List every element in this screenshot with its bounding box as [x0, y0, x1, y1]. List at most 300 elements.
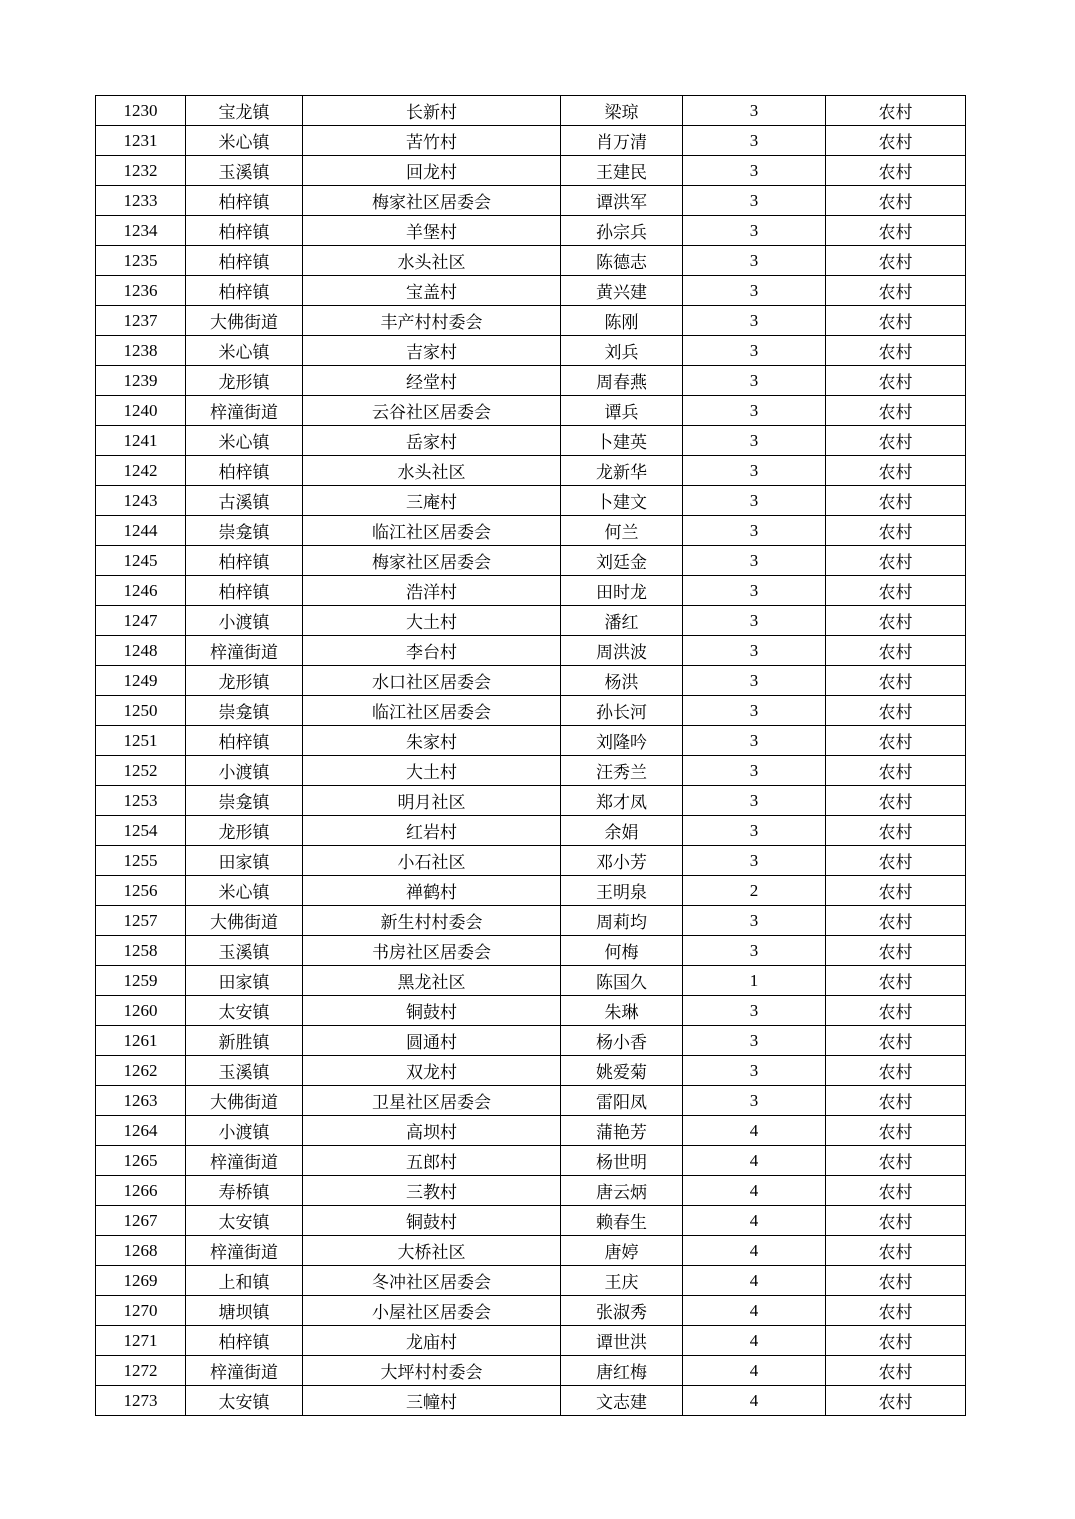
table-row [96, 546, 966, 576]
cell-village: 李台村 [303, 636, 561, 666]
cell-type: 农村 [826, 336, 966, 366]
cell-name: 周春燕 [561, 366, 683, 396]
cell-type: 农村 [826, 576, 966, 606]
cell-type: 农村 [826, 636, 966, 666]
cell-name: 唐云炳 [561, 1176, 683, 1206]
cell-id: 1269 [96, 1266, 186, 1296]
cell-town: 柏梓镇 [186, 546, 303, 576]
table-row [96, 456, 966, 486]
cell-type: 农村 [826, 456, 966, 486]
cell-id: 1243 [96, 486, 186, 516]
cell-type: 农村 [826, 696, 966, 726]
cell-id: 1252 [96, 756, 186, 786]
table-row [96, 726, 966, 756]
cell-type: 农村 [826, 216, 966, 246]
cell-town: 崇龛镇 [186, 696, 303, 726]
cell-type: 农村 [826, 246, 966, 276]
cell-town: 米心镇 [186, 426, 303, 456]
cell-village: 大桥社区 [303, 1236, 561, 1266]
cell-name: 梁琼 [561, 96, 683, 126]
table-row [96, 1086, 966, 1116]
cell-town: 柏梓镇 [186, 216, 303, 246]
cell-id: 1245 [96, 546, 186, 576]
cell-village: 长新村 [303, 96, 561, 126]
cell-id: 1232 [96, 156, 186, 186]
cell-town: 柏梓镇 [186, 726, 303, 756]
cell-count: 3 [683, 636, 826, 666]
cell-town: 太安镇 [186, 996, 303, 1026]
cell-town: 柏梓镇 [186, 186, 303, 216]
cell-name: 邓小芳 [561, 846, 683, 876]
cell-type: 农村 [826, 306, 966, 336]
cell-village: 双龙村 [303, 1056, 561, 1086]
cell-count: 3 [683, 816, 826, 846]
cell-name: 杨小香 [561, 1026, 683, 1056]
cell-town: 大佛街道 [186, 906, 303, 936]
cell-type: 农村 [826, 156, 966, 186]
records-table [95, 95, 966, 1416]
cell-count: 3 [683, 906, 826, 936]
cell-count: 3 [683, 1026, 826, 1056]
cell-name: 唐红梅 [561, 1356, 683, 1386]
cell-id: 1259 [96, 966, 186, 996]
cell-village: 浩洋村 [303, 576, 561, 606]
cell-count: 4 [683, 1176, 826, 1206]
cell-type: 农村 [826, 786, 966, 816]
cell-count: 4 [683, 1386, 826, 1416]
cell-count: 3 [683, 1086, 826, 1116]
cell-count: 4 [683, 1356, 826, 1386]
cell-count: 3 [683, 456, 826, 486]
cell-village: 五郎村 [303, 1146, 561, 1176]
cell-type: 农村 [826, 516, 966, 546]
cell-village: 禅鹤村 [303, 876, 561, 906]
cell-name: 王建民 [561, 156, 683, 186]
cell-name: 潘红 [561, 606, 683, 636]
cell-village: 小石社区 [303, 846, 561, 876]
cell-village: 红岩村 [303, 816, 561, 846]
cell-name: 周洪波 [561, 636, 683, 666]
cell-type: 农村 [826, 1026, 966, 1056]
cell-id: 1230 [96, 96, 186, 126]
cell-type: 农村 [826, 1356, 966, 1386]
table-row [96, 366, 966, 396]
cell-town: 柏梓镇 [186, 1326, 303, 1356]
cell-id: 1272 [96, 1356, 186, 1386]
cell-name: 刘廷金 [561, 546, 683, 576]
cell-type: 农村 [826, 1326, 966, 1356]
cell-count: 3 [683, 156, 826, 186]
cell-type: 农村 [826, 606, 966, 636]
cell-name: 郑才凤 [561, 786, 683, 816]
table-row [96, 216, 966, 246]
cell-town: 新胜镇 [186, 1026, 303, 1056]
cell-type: 农村 [826, 1146, 966, 1176]
cell-name: 蒲艳芳 [561, 1116, 683, 1146]
cell-village: 三教村 [303, 1176, 561, 1206]
cell-town: 柏梓镇 [186, 576, 303, 606]
cell-town: 田家镇 [186, 966, 303, 996]
table-row [96, 846, 966, 876]
cell-id: 1260 [96, 996, 186, 1026]
cell-village: 大土村 [303, 756, 561, 786]
cell-count: 3 [683, 246, 826, 276]
cell-town: 柏梓镇 [186, 456, 303, 486]
cell-type: 农村 [826, 1086, 966, 1116]
cell-id: 1239 [96, 366, 186, 396]
cell-name: 黄兴建 [561, 276, 683, 306]
cell-town: 米心镇 [186, 126, 303, 156]
table-row [96, 1056, 966, 1086]
cell-village: 圆通村 [303, 1026, 561, 1056]
cell-type: 农村 [826, 486, 966, 516]
cell-town: 梓潼街道 [186, 636, 303, 666]
cell-village: 羊堡村 [303, 216, 561, 246]
cell-type: 农村 [826, 1206, 966, 1236]
cell-village: 铜鼓村 [303, 1206, 561, 1236]
table-row [96, 876, 966, 906]
cell-count: 3 [683, 1056, 826, 1086]
cell-name: 谭洪军 [561, 186, 683, 216]
table-row [96, 126, 966, 156]
cell-id: 1240 [96, 396, 186, 426]
table-row [96, 396, 966, 426]
cell-type: 农村 [826, 846, 966, 876]
cell-name: 孙宗兵 [561, 216, 683, 246]
cell-village: 丰产村村委会 [303, 306, 561, 336]
cell-id: 1238 [96, 336, 186, 366]
cell-village: 宝盖村 [303, 276, 561, 306]
cell-count: 3 [683, 696, 826, 726]
cell-village: 朱家村 [303, 726, 561, 756]
cell-village: 回龙村 [303, 156, 561, 186]
cell-town: 玉溪镇 [186, 936, 303, 966]
cell-id: 1273 [96, 1386, 186, 1416]
cell-count: 4 [683, 1206, 826, 1236]
cell-id: 1244 [96, 516, 186, 546]
cell-name: 孙长河 [561, 696, 683, 726]
cell-village: 岳家村 [303, 426, 561, 456]
cell-name: 周莉均 [561, 906, 683, 936]
table-row [96, 786, 966, 816]
cell-id: 1254 [96, 816, 186, 846]
cell-village: 大土村 [303, 606, 561, 636]
cell-town: 崇龛镇 [186, 786, 303, 816]
table-row [96, 1206, 966, 1236]
cell-town: 龙形镇 [186, 366, 303, 396]
cell-village: 三幢村 [303, 1386, 561, 1416]
table-body [96, 96, 966, 1416]
table-row [96, 1326, 966, 1356]
cell-village: 水口社区居委会 [303, 666, 561, 696]
cell-id: 1264 [96, 1116, 186, 1146]
cell-type: 农村 [826, 816, 966, 846]
table-row [96, 606, 966, 636]
cell-name: 田时龙 [561, 576, 683, 606]
cell-type: 农村 [826, 726, 966, 756]
cell-id: 1266 [96, 1176, 186, 1206]
cell-name: 汪秀兰 [561, 756, 683, 786]
cell-town: 梓潼街道 [186, 1146, 303, 1176]
cell-id: 1249 [96, 666, 186, 696]
cell-town: 梓潼街道 [186, 396, 303, 426]
cell-type: 农村 [826, 666, 966, 696]
cell-name: 陈德志 [561, 246, 683, 276]
cell-name: 陈国久 [561, 966, 683, 996]
cell-name: 姚爱菊 [561, 1056, 683, 1086]
cell-name: 杨洪 [561, 666, 683, 696]
cell-id: 1231 [96, 126, 186, 156]
cell-village: 冬冲社区居委会 [303, 1266, 561, 1296]
cell-id: 1268 [96, 1236, 186, 1266]
cell-count: 4 [683, 1326, 826, 1356]
cell-count: 3 [683, 996, 826, 1026]
cell-count: 3 [683, 426, 826, 456]
cell-village: 大坪村村委会 [303, 1356, 561, 1386]
cell-count: 3 [683, 216, 826, 246]
cell-town: 上和镇 [186, 1266, 303, 1296]
cell-village: 水头社区 [303, 246, 561, 276]
cell-count: 1 [683, 966, 826, 996]
table-row [96, 1116, 966, 1146]
cell-town: 玉溪镇 [186, 1056, 303, 1086]
cell-count: 3 [683, 96, 826, 126]
cell-name: 肖万清 [561, 126, 683, 156]
table-row [96, 906, 966, 936]
cell-town: 古溪镇 [186, 486, 303, 516]
cell-id: 1235 [96, 246, 186, 276]
cell-type: 农村 [826, 276, 966, 306]
cell-town: 小渡镇 [186, 1116, 303, 1146]
cell-count: 3 [683, 846, 826, 876]
cell-id: 1253 [96, 786, 186, 816]
cell-village: 龙庙村 [303, 1326, 561, 1356]
cell-id: 1257 [96, 906, 186, 936]
cell-type: 农村 [826, 996, 966, 1026]
cell-type: 农村 [826, 1176, 966, 1206]
cell-count: 3 [683, 606, 826, 636]
cell-count: 3 [683, 786, 826, 816]
cell-town: 寿桥镇 [186, 1176, 303, 1206]
cell-count: 4 [683, 1146, 826, 1176]
table-row [96, 156, 966, 186]
cell-id: 1246 [96, 576, 186, 606]
table-row [96, 936, 966, 966]
cell-town: 米心镇 [186, 876, 303, 906]
cell-village: 临江社区居委会 [303, 516, 561, 546]
cell-village: 明月社区 [303, 786, 561, 816]
cell-town: 太安镇 [186, 1206, 303, 1236]
cell-name: 刘兵 [561, 336, 683, 366]
cell-count: 3 [683, 516, 826, 546]
cell-village: 铜鼓村 [303, 996, 561, 1026]
cell-village: 云谷社区居委会 [303, 396, 561, 426]
table-row [96, 816, 966, 846]
cell-type: 农村 [826, 1296, 966, 1326]
cell-town: 崇龛镇 [186, 516, 303, 546]
table-row [96, 966, 966, 996]
table-row [96, 1026, 966, 1056]
cell-village: 三庵村 [303, 486, 561, 516]
cell-type: 农村 [826, 1386, 966, 1416]
cell-town: 玉溪镇 [186, 156, 303, 186]
cell-name: 何兰 [561, 516, 683, 546]
cell-id: 1247 [96, 606, 186, 636]
cell-count: 3 [683, 366, 826, 396]
cell-name: 何梅 [561, 936, 683, 966]
cell-id: 1233 [96, 186, 186, 216]
cell-town: 米心镇 [186, 336, 303, 366]
table-row [96, 666, 966, 696]
cell-id: 1255 [96, 846, 186, 876]
cell-count: 4 [683, 1116, 826, 1146]
cell-count: 3 [683, 666, 826, 696]
cell-type: 农村 [826, 96, 966, 126]
cell-count: 3 [683, 576, 826, 606]
cell-type: 农村 [826, 1236, 966, 1266]
cell-town: 宝龙镇 [186, 96, 303, 126]
table-row [96, 426, 966, 456]
table-row [96, 276, 966, 306]
table-row [96, 576, 966, 606]
cell-name: 唐婷 [561, 1236, 683, 1266]
cell-town: 小渡镇 [186, 756, 303, 786]
cell-name: 谭兵 [561, 396, 683, 426]
table-row [96, 1266, 966, 1296]
table-row [96, 306, 966, 336]
cell-count: 3 [683, 756, 826, 786]
table-row [96, 1176, 966, 1206]
cell-count: 2 [683, 876, 826, 906]
cell-village: 卫星社区居委会 [303, 1086, 561, 1116]
cell-name: 龙新华 [561, 456, 683, 486]
cell-name: 雷阳凤 [561, 1086, 683, 1116]
cell-type: 农村 [826, 936, 966, 966]
cell-type: 农村 [826, 126, 966, 156]
cell-name: 杨世明 [561, 1146, 683, 1176]
cell-town: 柏梓镇 [186, 246, 303, 276]
cell-name: 赖春生 [561, 1206, 683, 1236]
cell-name: 王庆 [561, 1266, 683, 1296]
cell-count: 4 [683, 1296, 826, 1326]
table-row [96, 246, 966, 276]
cell-type: 农村 [826, 906, 966, 936]
cell-town: 大佛街道 [186, 1086, 303, 1116]
cell-id: 1234 [96, 216, 186, 246]
cell-town: 田家镇 [186, 846, 303, 876]
cell-id: 1250 [96, 696, 186, 726]
cell-id: 1265 [96, 1146, 186, 1176]
cell-name: 王明泉 [561, 876, 683, 906]
cell-village: 经堂村 [303, 366, 561, 396]
cell-name: 卜建英 [561, 426, 683, 456]
cell-name: 朱琳 [561, 996, 683, 1026]
cell-town: 小渡镇 [186, 606, 303, 636]
cell-name: 余娟 [561, 816, 683, 846]
cell-count: 3 [683, 276, 826, 306]
table-row [96, 1356, 966, 1386]
cell-id: 1258 [96, 936, 186, 966]
cell-count: 3 [683, 396, 826, 426]
cell-type: 农村 [826, 876, 966, 906]
cell-count: 4 [683, 1236, 826, 1266]
cell-town: 梓潼街道 [186, 1236, 303, 1266]
cell-id: 1237 [96, 306, 186, 336]
cell-id: 1263 [96, 1086, 186, 1116]
cell-village: 梅家社区居委会 [303, 186, 561, 216]
cell-village: 小屋社区居委会 [303, 1296, 561, 1326]
table-row [96, 1236, 966, 1266]
table-row [96, 1296, 966, 1326]
cell-type: 农村 [826, 1266, 966, 1296]
table-row [96, 1386, 966, 1416]
cell-type: 农村 [826, 1116, 966, 1146]
cell-type: 农村 [826, 366, 966, 396]
cell-name: 卜建文 [561, 486, 683, 516]
cell-village: 新生村村委会 [303, 906, 561, 936]
cell-type: 农村 [826, 966, 966, 996]
cell-id: 1271 [96, 1326, 186, 1356]
cell-type: 农村 [826, 396, 966, 426]
cell-id: 1251 [96, 726, 186, 756]
cell-count: 4 [683, 1266, 826, 1296]
cell-count: 3 [683, 546, 826, 576]
cell-town: 龙形镇 [186, 666, 303, 696]
cell-town: 柏梓镇 [186, 276, 303, 306]
cell-name: 文志建 [561, 1386, 683, 1416]
table-row [96, 636, 966, 666]
cell-id: 1262 [96, 1056, 186, 1086]
cell-count: 3 [683, 486, 826, 516]
cell-village: 水头社区 [303, 456, 561, 486]
cell-name: 张淑秀 [561, 1296, 683, 1326]
cell-village: 临江社区居委会 [303, 696, 561, 726]
cell-village: 黑龙社区 [303, 966, 561, 996]
cell-id: 1270 [96, 1296, 186, 1326]
table-row [96, 486, 966, 516]
cell-count: 3 [683, 126, 826, 156]
cell-village: 吉家村 [303, 336, 561, 366]
cell-village: 高坝村 [303, 1116, 561, 1146]
cell-count: 3 [683, 726, 826, 756]
table-row [96, 996, 966, 1026]
cell-id: 1236 [96, 276, 186, 306]
cell-town: 塘坝镇 [186, 1296, 303, 1326]
cell-count: 3 [683, 336, 826, 366]
cell-village: 苦竹村 [303, 126, 561, 156]
cell-count: 3 [683, 186, 826, 216]
cell-type: 农村 [826, 186, 966, 216]
cell-type: 农村 [826, 756, 966, 786]
cell-id: 1261 [96, 1026, 186, 1056]
cell-name: 陈刚 [561, 306, 683, 336]
cell-type: 农村 [826, 546, 966, 576]
cell-town: 大佛街道 [186, 306, 303, 336]
cell-id: 1267 [96, 1206, 186, 1236]
cell-name: 刘隆吟 [561, 726, 683, 756]
cell-count: 3 [683, 306, 826, 336]
cell-village: 梅家社区居委会 [303, 546, 561, 576]
cell-town: 太安镇 [186, 1386, 303, 1416]
cell-id: 1256 [96, 876, 186, 906]
cell-name: 谭世洪 [561, 1326, 683, 1356]
cell-id: 1248 [96, 636, 186, 666]
table-row [96, 516, 966, 546]
cell-id: 1241 [96, 426, 186, 456]
table-row [96, 186, 966, 216]
table-row [96, 696, 966, 726]
cell-type: 农村 [826, 426, 966, 456]
